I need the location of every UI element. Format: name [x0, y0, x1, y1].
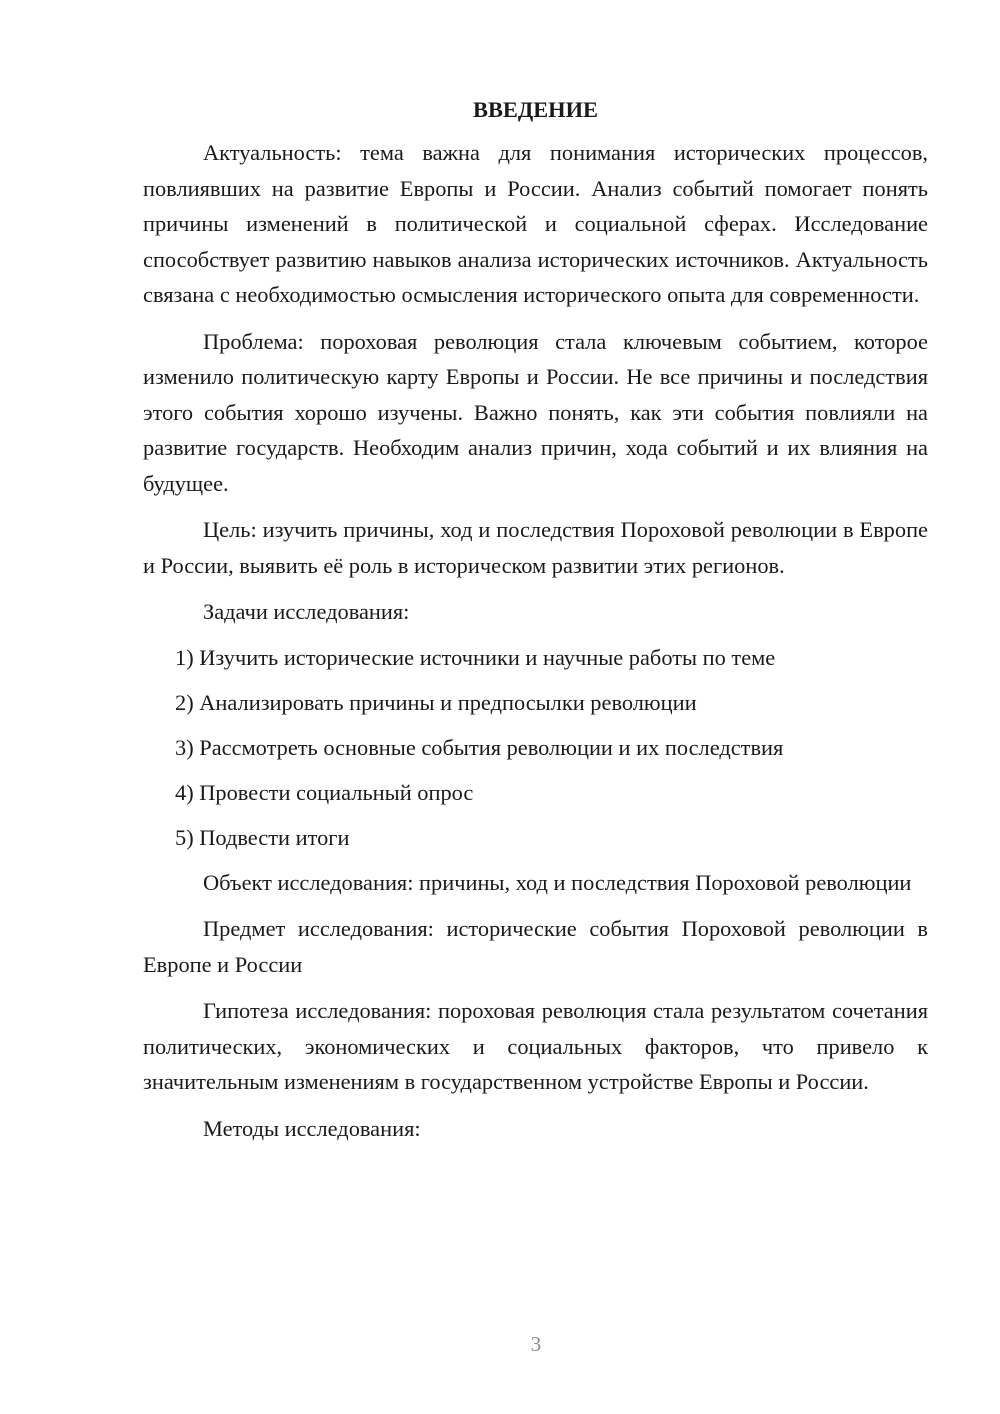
task-item: 1) Изучить исторические источники и научные работы по теме: [175, 644, 776, 670]
paragraph-goal: Цель: изучить причины, ход и последствия Пороховой революции в Европе и России, выявить её роль в историческом развитии этих регионов.: [143, 517, 928, 578]
task-list: [143, 640, 928, 856]
paragraph-hypothesis: Гипотеза исследования: пороховая революция стала результатом сочетания политических, экономических и социальных факторов, что привело к значительным изменениям в государственном устройстве Европы и России.: [143, 998, 928, 1095]
tasks-heading: Задачи исследования:: [203, 599, 410, 624]
paragraph-relevance: Актуальность: тема важна для понимания исторических процессов, повлиявших на развитие Европы и России. Анализ событий помогает понять причины изменений в политической и социальной сферах. Исследование способствует развитию навыков анализа исторических источников. Актуальность связана с необходимостью осмысления исторического опыта для современности.: [143, 140, 928, 307]
page-content: [143, 95, 928, 1157]
task-item: 2) Анализировать причины и предпосылки революции: [175, 689, 697, 715]
page-title: ВВЕДЕНИЕ: [473, 97, 598, 122]
task-item: 5) Подвести итоги: [175, 824, 350, 850]
paragraph-methods: Методы исследования:: [203, 1115, 421, 1141]
task-item: 4) Провести социальный опрос: [175, 779, 474, 805]
paragraph-object: Объект исследования: причины, ход и последствия Пороховой революции: [203, 869, 912, 895]
page-number: 3: [530, 1332, 542, 1356]
paragraph-subject: Предмет исследования: исторические события Пороховой революции в Европе и России: [143, 916, 928, 977]
task-item: 3) Рассмотреть основные события революции и их последствия: [175, 734, 784, 760]
paragraph-problem: Проблема: пороховая революция стала ключевым событием, которое изменило политическую карту Европы и России. Не все причины и последствия этого события хорошо изучены. Важно понять, как эти события повлияли на развитие государств. Необходим анализ причин, хода событий и их влияния на будущее.: [143, 328, 928, 496]
